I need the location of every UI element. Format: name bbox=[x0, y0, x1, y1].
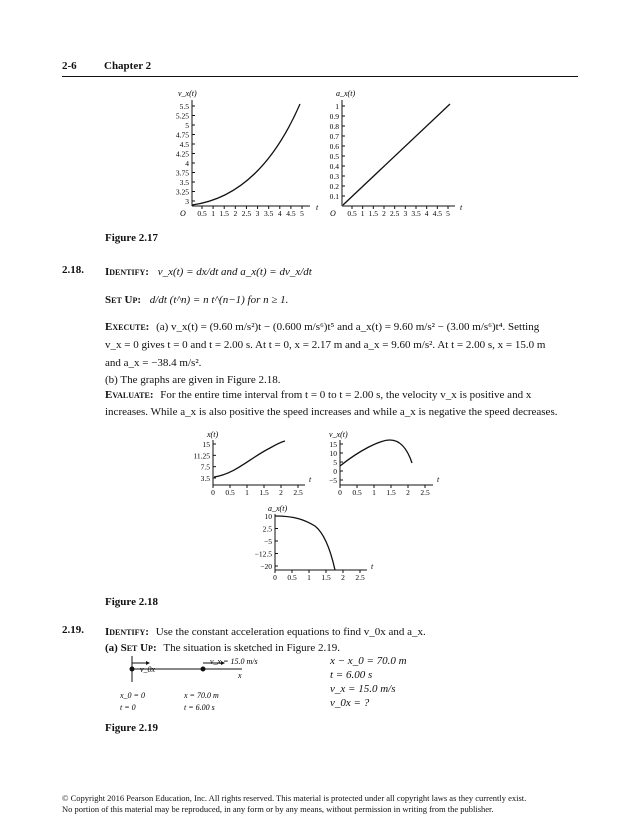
vx218-ytick-label: 0 bbox=[333, 467, 337, 476]
ax218-t-label: t bbox=[371, 562, 374, 571]
setup-label: Set Up: bbox=[105, 294, 142, 306]
vx218-ytick-label: 10 bbox=[329, 449, 337, 458]
vx-origin-label: O bbox=[180, 209, 186, 218]
ax218-ytick-label: 2.5 bbox=[262, 524, 272, 534]
figure-2-17-caption: Figure 2.17 bbox=[105, 232, 158, 244]
vx218-t-label: t bbox=[437, 475, 440, 484]
vx217-ytick-label: 5.25 bbox=[175, 111, 189, 121]
problem-2-18-number: 2.18. bbox=[62, 264, 84, 276]
part-a-label: (a) bbox=[105, 642, 118, 654]
ax217-ytick-label: 1 bbox=[335, 102, 339, 111]
x218-ytick-label: 3.5 bbox=[200, 474, 210, 483]
evaluate-line-1: For the entire time interval from t = 0 to t = 2.00 s, the velocity v_x is positive and x bbox=[160, 389, 532, 401]
vx218-axis-label: v_x(t) bbox=[329, 430, 348, 439]
end-point bbox=[201, 667, 206, 672]
vx217-ytick-label: 5.5 bbox=[179, 102, 189, 111]
vx217-ytick-label: 4.5 bbox=[179, 140, 189, 149]
copyright-line-2: No portion of this material may be reproduced, in any form or by any means, without permission in writing from the publisher. bbox=[62, 804, 494, 814]
execute-line-3: and a_x = −38.4 m/s². bbox=[105, 357, 202, 369]
problem-2-19-number: 2.19. bbox=[62, 624, 84, 636]
figure-2-19-caption: Figure 2.19 bbox=[105, 722, 158, 734]
ax217-xtick-label: 4.5 bbox=[432, 209, 443, 218]
ax217-xtick-label: 5 bbox=[446, 209, 450, 218]
figure-2-18 bbox=[175, 430, 475, 588]
ax217-xtick-label: 1 bbox=[360, 209, 365, 218]
x218-xtick-label: 1 bbox=[245, 488, 249, 497]
sketch-x0-label: x_0 = 0 bbox=[120, 691, 145, 700]
ax217-ytick-label: 0.6 bbox=[329, 142, 339, 151]
ax217-xtick-label: 2.5 bbox=[389, 209, 400, 218]
vx217-xtick-label: 3.5 bbox=[263, 209, 274, 218]
sketch-t0-label: t = 0 bbox=[120, 703, 136, 712]
figure-2-17 bbox=[150, 88, 470, 220]
page-header bbox=[62, 60, 578, 72]
x218-xtick-label: 2.5 bbox=[293, 488, 303, 497]
ax217-ytick-label: 0.4 bbox=[329, 162, 339, 171]
x218-ytick-label: 15 bbox=[202, 440, 210, 449]
vx217-xtick-label: 2.5 bbox=[241, 209, 252, 218]
ax-line bbox=[343, 104, 450, 205]
graph-vx-2-17 bbox=[176, 89, 319, 218]
vx218-xtick-label: 1.5 bbox=[386, 488, 396, 497]
given-unknown: v_0x = ? bbox=[330, 697, 370, 709]
setup-219-label: Set Up: bbox=[120, 642, 157, 654]
ax-origin-label: O bbox=[330, 209, 336, 218]
ax217-xtick-label: 3.5 bbox=[411, 209, 421, 218]
vx217-ytick-label: 4.25 bbox=[175, 149, 189, 159]
copyright-footer bbox=[62, 793, 582, 815]
x-curve bbox=[214, 441, 285, 477]
ax218-axis-label: a_x(t) bbox=[268, 504, 288, 513]
setup-equation: d/dt (t^n) = n t^(n−1) for n ≥ 1. bbox=[149, 294, 289, 306]
part-b-text: (b) The graphs are given in Figure 2.18. bbox=[105, 374, 281, 386]
sketch-v0x-label: v_0x bbox=[140, 665, 156, 674]
graph-x-2-18 bbox=[193, 430, 312, 497]
chapter-title: Chapter 2 bbox=[104, 60, 152, 72]
vx218-xtick-label: 2.5 bbox=[420, 488, 430, 497]
sketch-t6-label: t = 6.00 s bbox=[184, 703, 215, 712]
identify-219-text: Use the constant acceleration equations to find v_0x and a_x. bbox=[155, 626, 426, 638]
graph-ax-2-17 bbox=[330, 89, 463, 218]
x218-xtick-label: 0.5 bbox=[225, 488, 235, 497]
ax217-ytick-label: 0.9 bbox=[329, 112, 339, 121]
ax-axis-label: a_x(t) bbox=[336, 89, 356, 98]
vx217-xtick-label: 2 bbox=[233, 209, 238, 218]
page-number: 2-6 bbox=[62, 60, 77, 72]
setup-219-text: The situation is sketched in Figure 2.19. bbox=[163, 642, 340, 654]
graph-ax-2-18 bbox=[255, 504, 374, 582]
vx217-xtick-label: 5 bbox=[300, 209, 304, 218]
graph-vx-2-18 bbox=[329, 430, 440, 497]
vx217-ytick-label: 3 bbox=[185, 197, 189, 206]
part-b-line bbox=[105, 372, 585, 388]
copyright-line-1: © Copyright 2016 Pearson Education, Inc. All rights reserved. This material is protected under all copyright laws as they currently exist. bbox=[62, 793, 527, 803]
execute-label: Execute: bbox=[105, 321, 150, 333]
vx217-ytick-label: 4.75 bbox=[175, 130, 189, 140]
vx218-ytick-label: 5 bbox=[333, 458, 337, 467]
ax218-ytick-label: −20 bbox=[260, 562, 272, 571]
problem-2-18-evaluate bbox=[105, 387, 585, 403]
ax218-curve bbox=[275, 516, 335, 570]
evaluate-label: Evaluate: bbox=[105, 389, 154, 401]
vx217-ytick-label: 4 bbox=[185, 159, 189, 168]
vx217-xtick-label: 4.5 bbox=[286, 209, 296, 218]
ax217-ytick-label: 0.8 bbox=[329, 122, 339, 131]
given-time: t = 6.00 s bbox=[330, 669, 373, 681]
identify-label: Identify: bbox=[105, 266, 149, 278]
problem-2-18-execute bbox=[105, 319, 585, 335]
ax218-xtick-label: 1.5 bbox=[321, 573, 331, 582]
vx-axis-label: v_x(t) bbox=[178, 89, 197, 98]
x218-xtick-label: 2 bbox=[279, 488, 283, 497]
execute-line-2: v_x = 0 gives t = 0 and t = 2.00 s. At t = 0, x = 2.17 m and a_x = 9.60 m/s². At t = 2.00 s, x = 15.0 m bbox=[105, 339, 546, 351]
ax217-xtick-label: 2 bbox=[382, 209, 386, 218]
vx218-xtick-label: 2 bbox=[406, 488, 410, 497]
identify-equation: v_x(t) = dx/dt and a_x(t) = dv_x/dt bbox=[157, 266, 312, 278]
ax-t-label: t bbox=[460, 203, 463, 212]
vx217-xtick-label: 0.5 bbox=[197, 209, 207, 218]
x218-xtick-label: 0 bbox=[211, 488, 215, 497]
ax217-xtick-label: 3 bbox=[403, 209, 408, 218]
ax217-ytick-label: 0.3 bbox=[329, 172, 339, 181]
figure-2-18-caption: Figure 2.18 bbox=[105, 596, 158, 608]
ax218-xtick-label: 0.5 bbox=[287, 573, 297, 582]
ax218-xtick-label: 1 bbox=[307, 573, 311, 582]
ax218-ytick-label: −12.5 bbox=[254, 549, 272, 559]
vx218-xtick-label: 0.5 bbox=[352, 488, 362, 497]
x218-ytick-label: 11.25 bbox=[193, 451, 210, 461]
vx218-xtick-label: 1 bbox=[372, 488, 376, 497]
vx-curve bbox=[192, 104, 300, 205]
sketch-x-axis-label: x bbox=[238, 671, 242, 680]
ax217-xtick-label: 0.5 bbox=[347, 209, 357, 218]
identify-219-label: Identify: bbox=[105, 626, 149, 638]
x-t-label: t bbox=[309, 475, 312, 484]
ax218-xtick-label: 2 bbox=[341, 573, 345, 582]
vx217-ytick-label: 5 bbox=[185, 121, 189, 130]
x-axis-label: x(t) bbox=[207, 430, 219, 439]
ax217-ytick-label: 0.2 bbox=[329, 182, 339, 191]
ax217-xtick-label: 1.5 bbox=[368, 209, 379, 218]
vx218-curve bbox=[340, 440, 412, 466]
given-final-velocity: v_x = 15.0 m/s bbox=[330, 683, 396, 695]
ax218-ytick-label: −5 bbox=[264, 537, 272, 546]
vx218-ytick-label: −5 bbox=[329, 476, 337, 485]
given-displacement: x − x_0 = 70.0 m bbox=[330, 655, 407, 667]
ax217-ytick-label: 0.1 bbox=[329, 192, 339, 201]
ax218-xtick-label: 2.5 bbox=[355, 573, 365, 582]
execute-line-1: (a) v_x(t) = (9.60 m/s²)t − (0.600 m/s⁶)t⁵ and a_x(t) = 9.60 m/s² − (3.00 m/s⁶)t⁴. Setting bbox=[156, 321, 540, 333]
vx217-ytick-label: 3.75 bbox=[175, 168, 189, 178]
vx-t-label: t bbox=[316, 203, 319, 212]
ax217-ytick-label: 0.7 bbox=[329, 132, 339, 141]
vx218-ytick-label: 15 bbox=[329, 440, 337, 449]
given-values bbox=[330, 654, 530, 710]
problem-2-19-identify bbox=[105, 624, 585, 640]
problem-2-18-setup bbox=[105, 292, 585, 308]
ax217-xtick-label: 4 bbox=[424, 209, 429, 218]
figure-2-19-sketch bbox=[118, 652, 318, 714]
header-rule bbox=[62, 76, 578, 77]
vx218-xtick-label: 0 bbox=[338, 488, 342, 497]
x218-ytick-label: 7.5 bbox=[200, 462, 210, 472]
vx217-ytick-label: 3.25 bbox=[175, 187, 189, 197]
vx217-xtick-label: 4 bbox=[277, 209, 282, 218]
vx217-ytick-label: 3.5 bbox=[179, 178, 189, 187]
x218-xtick-label: 1.5 bbox=[259, 488, 269, 497]
sketch-vx-label: v_x = 15.0 m/s bbox=[210, 657, 258, 666]
vx217-xtick-label: 3 bbox=[255, 209, 260, 218]
vx217-xtick-label: 1 bbox=[211, 209, 215, 218]
sketch-x70-label: x = 70.0 m bbox=[184, 691, 219, 700]
vx217-xtick-label: 1.5 bbox=[219, 209, 229, 218]
start-point bbox=[130, 667, 135, 672]
evaluate-line-2: increases. While a_x is also positive the speed increases and while a_x is negative the speed decreases. bbox=[105, 406, 558, 418]
problem-2-18-identify bbox=[105, 264, 585, 280]
ax217-ytick-label: 0.5 bbox=[329, 152, 339, 161]
ax218-xtick-label: 0 bbox=[273, 573, 277, 582]
ax218-ytick-label: 10 bbox=[264, 512, 272, 521]
